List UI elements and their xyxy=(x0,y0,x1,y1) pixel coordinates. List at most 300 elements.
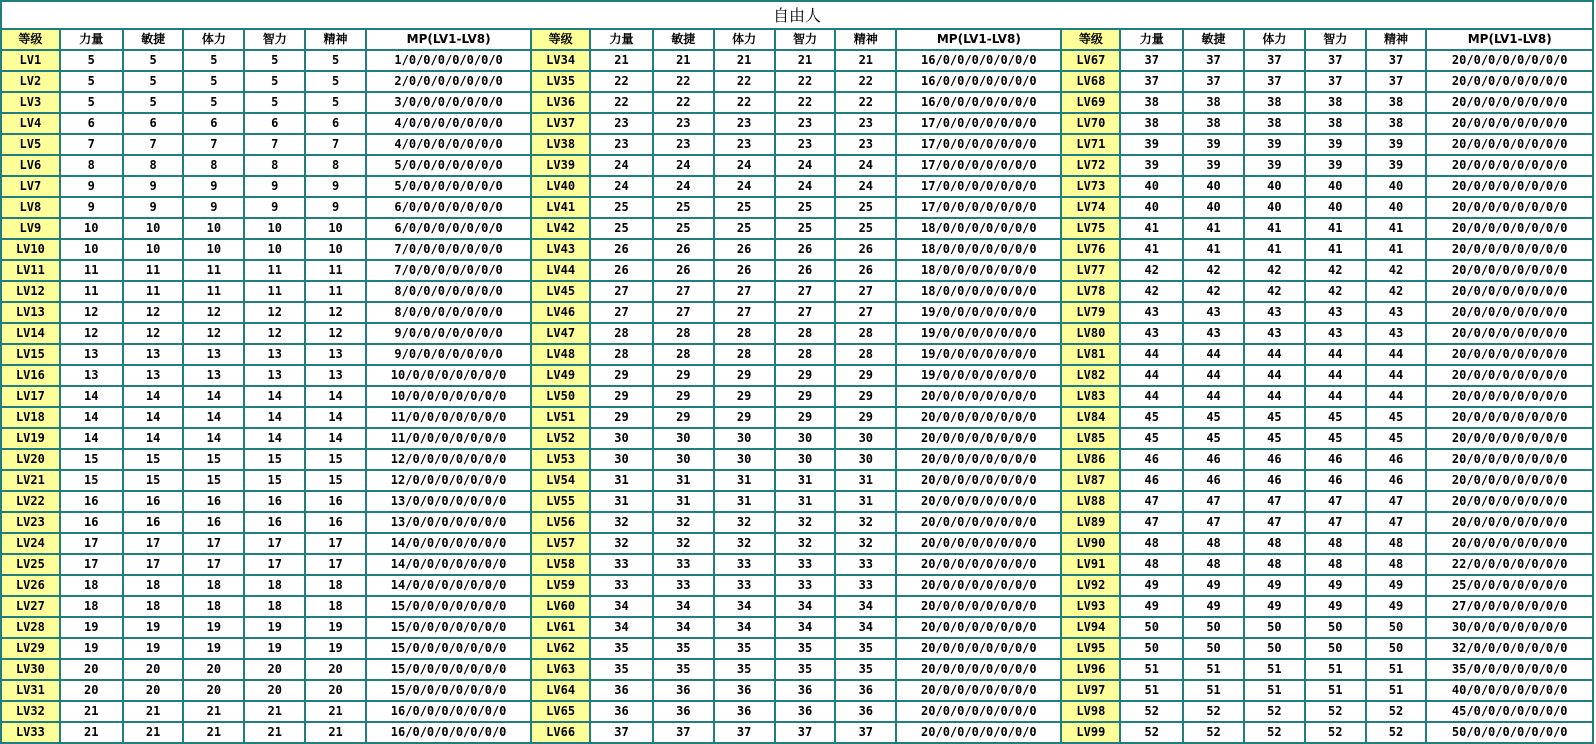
spirit-cell: 51 xyxy=(1366,680,1427,701)
intelligence-cell: 43 xyxy=(1305,323,1366,344)
stamina-cell: 36 xyxy=(714,680,775,701)
stamina-cell: 47 xyxy=(1244,512,1305,533)
mp-cell: 14/0/0/0/0/0/0/0 xyxy=(366,533,531,554)
mp-cell: 20/0/0/0/0/0/0/0 xyxy=(896,407,1061,428)
agility-cell: 10 xyxy=(123,218,184,239)
strength-cell: 19 xyxy=(60,638,123,659)
intelligence-cell: 28 xyxy=(775,323,836,344)
mp-cell: 20/0/0/0/0/0/0/0 xyxy=(896,428,1061,449)
level-cell: LV29 xyxy=(1,638,60,659)
stamina-cell: 26 xyxy=(714,260,775,281)
header-stamina: 体力 xyxy=(183,29,244,50)
level-cell: LV25 xyxy=(1,554,60,575)
level-cell: LV87 xyxy=(1061,470,1120,491)
level-cell: LV88 xyxy=(1061,491,1120,512)
mp-cell: 6/0/0/0/0/0/0/0 xyxy=(366,197,531,218)
spirit-cell: 50 xyxy=(1366,638,1427,659)
strength-cell: 50 xyxy=(1120,617,1183,638)
stamina-cell: 13 xyxy=(183,365,244,386)
table-row xyxy=(1,50,1593,71)
intelligence-cell: 44 xyxy=(1305,365,1366,386)
level-cell: LV7 xyxy=(1,176,60,197)
stamina-cell: 43 xyxy=(1244,323,1305,344)
level-cell: LV69 xyxy=(1061,92,1120,113)
strength-cell: 17 xyxy=(60,533,123,554)
stamina-cell: 46 xyxy=(1244,470,1305,491)
strength-cell: 21 xyxy=(60,722,123,743)
strength-cell: 35 xyxy=(590,638,653,659)
strength-cell: 21 xyxy=(60,701,123,722)
strength-cell: 39 xyxy=(1120,155,1183,176)
strength-cell: 49 xyxy=(1120,575,1183,596)
header-mp: MP(LV1-LV8) xyxy=(366,29,531,50)
intelligence-cell: 50 xyxy=(1305,617,1366,638)
spirit-cell: 17 xyxy=(305,554,366,575)
spirit-cell: 12 xyxy=(305,302,366,323)
strength-cell: 45 xyxy=(1120,407,1183,428)
strength-cell: 48 xyxy=(1120,554,1183,575)
intelligence-cell: 37 xyxy=(1305,50,1366,71)
strength-cell: 50 xyxy=(1120,638,1183,659)
stamina-cell: 5 xyxy=(183,50,244,71)
stamina-cell: 37 xyxy=(1244,50,1305,71)
strength-cell: 5 xyxy=(60,50,123,71)
level-cell: LV32 xyxy=(1,701,60,722)
strength-cell: 6 xyxy=(60,113,123,134)
agility-cell: 5 xyxy=(123,71,184,92)
agility-cell: 14 xyxy=(123,386,184,407)
mp-cell: 14/0/0/0/0/0/0/0 xyxy=(366,554,531,575)
spirit-cell: 41 xyxy=(1366,218,1427,239)
header-stamina: 体力 xyxy=(1244,29,1305,50)
level-cell: LV14 xyxy=(1,323,60,344)
strength-cell: 48 xyxy=(1120,533,1183,554)
table-row xyxy=(1,281,1593,302)
mp-cell: 18/0/0/0/0/0/0/0 xyxy=(896,239,1061,260)
agility-cell: 23 xyxy=(653,113,714,134)
table-row xyxy=(1,302,1593,323)
intelligence-cell: 46 xyxy=(1305,470,1366,491)
level-cell: LV43 xyxy=(531,239,590,260)
agility-cell: 30 xyxy=(653,428,714,449)
intelligence-cell: 46 xyxy=(1305,449,1366,470)
mp-cell: 15/0/0/0/0/0/0/0 xyxy=(366,680,531,701)
mp-cell: 11/0/0/0/0/0/0/0 xyxy=(366,428,531,449)
header-spirit: 精神 xyxy=(835,29,896,50)
strength-cell: 9 xyxy=(60,176,123,197)
mp-cell: 18/0/0/0/0/0/0/0 xyxy=(896,281,1061,302)
stamina-cell: 29 xyxy=(714,386,775,407)
agility-cell: 33 xyxy=(653,575,714,596)
strength-cell: 41 xyxy=(1120,239,1183,260)
stamina-cell: 45 xyxy=(1244,428,1305,449)
intelligence-cell: 15 xyxy=(244,470,305,491)
mp-cell: 20/0/0/0/0/0/0/0 xyxy=(1426,449,1593,470)
agility-cell: 36 xyxy=(653,680,714,701)
intelligence-cell: 40 xyxy=(1305,197,1366,218)
stamina-cell: 44 xyxy=(1244,386,1305,407)
mp-cell: 32/0/0/0/0/0/0/0 xyxy=(1426,638,1593,659)
mp-cell: 8/0/0/0/0/0/0/0 xyxy=(366,281,531,302)
intelligence-cell: 5 xyxy=(244,71,305,92)
mp-cell: 4/0/0/0/0/0/0/0 xyxy=(366,134,531,155)
spirit-cell: 33 xyxy=(835,575,896,596)
spirit-cell: 38 xyxy=(1366,113,1427,134)
agility-cell: 11 xyxy=(123,281,184,302)
strength-cell: 36 xyxy=(590,701,653,722)
mp-cell: 16/0/0/0/0/0/0/0 xyxy=(366,701,531,722)
spirit-cell: 39 xyxy=(1366,155,1427,176)
stamina-cell: 24 xyxy=(714,176,775,197)
spirit-cell: 17 xyxy=(305,533,366,554)
stamina-cell: 18 xyxy=(183,596,244,617)
spirit-cell: 10 xyxy=(305,239,366,260)
table-row xyxy=(1,638,1593,659)
agility-cell: 14 xyxy=(123,407,184,428)
mp-cell: 40/0/0/0/0/0/0/0 xyxy=(1426,680,1593,701)
table-row xyxy=(1,260,1593,281)
header-agility: 敏捷 xyxy=(1183,29,1244,50)
spirit-cell: 52 xyxy=(1366,701,1427,722)
strength-cell: 44 xyxy=(1120,365,1183,386)
agility-cell: 40 xyxy=(1183,176,1244,197)
agility-cell: 26 xyxy=(653,260,714,281)
mp-cell: 11/0/0/0/0/0/0/0 xyxy=(366,407,531,428)
agility-cell: 9 xyxy=(123,176,184,197)
spirit-cell: 40 xyxy=(1366,197,1427,218)
strength-cell: 5 xyxy=(60,92,123,113)
level-cell: LV54 xyxy=(531,470,590,491)
intelligence-cell: 18 xyxy=(244,596,305,617)
level-cell: LV27 xyxy=(1,596,60,617)
intelligence-cell: 47 xyxy=(1305,512,1366,533)
stamina-cell: 32 xyxy=(714,533,775,554)
level-cell: LV55 xyxy=(531,491,590,512)
spirit-cell: 23 xyxy=(835,113,896,134)
header-level: 等级 xyxy=(531,29,590,50)
table-row xyxy=(1,134,1593,155)
agility-cell: 37 xyxy=(1183,71,1244,92)
strength-cell: 45 xyxy=(1120,428,1183,449)
header-stamina: 体力 xyxy=(714,29,775,50)
spirit-cell: 22 xyxy=(835,71,896,92)
level-cell: LV90 xyxy=(1061,533,1120,554)
strength-cell: 5 xyxy=(60,71,123,92)
stamina-cell: 16 xyxy=(183,491,244,512)
level-cell: LV13 xyxy=(1,302,60,323)
spirit-cell: 19 xyxy=(305,638,366,659)
level-cell: LV97 xyxy=(1061,680,1120,701)
spirit-cell: 11 xyxy=(305,260,366,281)
agility-cell: 18 xyxy=(123,596,184,617)
level-cell: LV73 xyxy=(1061,176,1120,197)
table-row xyxy=(1,428,1593,449)
title-row xyxy=(1,1,1593,29)
table-title: 自由人 xyxy=(1,1,1593,29)
strength-cell: 18 xyxy=(60,596,123,617)
stamina-cell: 12 xyxy=(183,302,244,323)
strength-cell: 47 xyxy=(1120,512,1183,533)
intelligence-cell: 21 xyxy=(244,722,305,743)
spirit-cell: 35 xyxy=(835,638,896,659)
stamina-cell: 52 xyxy=(1244,701,1305,722)
spirit-cell: 31 xyxy=(835,491,896,512)
stamina-cell: 33 xyxy=(714,575,775,596)
mp-cell: 20/0/0/0/0/0/0/0 xyxy=(1426,134,1593,155)
strength-cell: 30 xyxy=(590,449,653,470)
intelligence-cell: 22 xyxy=(775,71,836,92)
level-cell: LV2 xyxy=(1,71,60,92)
spirit-cell: 34 xyxy=(835,617,896,638)
stamina-cell: 34 xyxy=(714,596,775,617)
stamina-cell: 38 xyxy=(1244,92,1305,113)
agility-cell: 39 xyxy=(1183,134,1244,155)
stamina-cell: 5 xyxy=(183,92,244,113)
spirit-cell: 21 xyxy=(305,701,366,722)
strength-cell: 22 xyxy=(590,71,653,92)
spirit-cell: 37 xyxy=(1366,50,1427,71)
spirit-cell: 14 xyxy=(305,386,366,407)
intelligence-cell: 34 xyxy=(775,617,836,638)
agility-cell: 38 xyxy=(1183,92,1244,113)
intelligence-cell: 30 xyxy=(775,428,836,449)
agility-cell: 21 xyxy=(653,50,714,71)
spirit-cell: 44 xyxy=(1366,386,1427,407)
intelligence-cell: 13 xyxy=(244,365,305,386)
mp-cell: 20/0/0/0/0/0/0/0 xyxy=(1426,407,1593,428)
strength-cell: 15 xyxy=(60,449,123,470)
intelligence-cell: 45 xyxy=(1305,428,1366,449)
spirit-cell: 15 xyxy=(305,449,366,470)
strength-cell: 15 xyxy=(60,470,123,491)
intelligence-cell: 29 xyxy=(775,386,836,407)
mp-cell: 20/0/0/0/0/0/0/0 xyxy=(1426,386,1593,407)
intelligence-cell: 10 xyxy=(244,239,305,260)
agility-cell: 5 xyxy=(123,50,184,71)
intelligence-cell: 16 xyxy=(244,512,305,533)
mp-cell: 20/0/0/0/0/0/0/0 xyxy=(1426,470,1593,491)
stamina-cell: 21 xyxy=(183,701,244,722)
mp-cell: 4/0/0/0/0/0/0/0 xyxy=(366,113,531,134)
spirit-cell: 30 xyxy=(835,428,896,449)
table-row xyxy=(1,449,1593,470)
spirit-cell: 13 xyxy=(305,365,366,386)
agility-cell: 45 xyxy=(1183,407,1244,428)
strength-cell: 24 xyxy=(590,155,653,176)
strength-cell: 8 xyxy=(60,155,123,176)
stamina-cell: 43 xyxy=(1244,302,1305,323)
strength-cell: 13 xyxy=(60,365,123,386)
intelligence-cell: 44 xyxy=(1305,344,1366,365)
strength-cell: 46 xyxy=(1120,470,1183,491)
agility-cell: 15 xyxy=(123,470,184,491)
strength-cell: 36 xyxy=(590,680,653,701)
agility-cell: 52 xyxy=(1183,701,1244,722)
stamina-cell: 13 xyxy=(183,344,244,365)
intelligence-cell: 33 xyxy=(775,554,836,575)
strength-cell: 31 xyxy=(590,470,653,491)
agility-cell: 41 xyxy=(1183,239,1244,260)
intelligence-cell: 48 xyxy=(1305,533,1366,554)
strength-cell: 26 xyxy=(590,239,653,260)
level-cell: LV5 xyxy=(1,134,60,155)
stamina-cell: 37 xyxy=(714,722,775,743)
stamina-cell: 17 xyxy=(183,554,244,575)
spirit-cell: 26 xyxy=(835,260,896,281)
table-row xyxy=(1,218,1593,239)
level-cell: LV50 xyxy=(531,386,590,407)
level-cell: LV78 xyxy=(1061,281,1120,302)
level-cell: LV3 xyxy=(1,92,60,113)
mp-cell: 9/0/0/0/0/0/0/0 xyxy=(366,323,531,344)
agility-cell: 48 xyxy=(1183,533,1244,554)
agility-cell: 29 xyxy=(653,407,714,428)
intelligence-cell: 14 xyxy=(244,407,305,428)
stamina-cell: 19 xyxy=(183,617,244,638)
intelligence-cell: 18 xyxy=(244,575,305,596)
agility-cell: 17 xyxy=(123,533,184,554)
agility-cell: 7 xyxy=(123,134,184,155)
level-cell: LV39 xyxy=(531,155,590,176)
intelligence-cell: 21 xyxy=(775,50,836,71)
agility-cell: 25 xyxy=(653,218,714,239)
spirit-cell: 38 xyxy=(1366,92,1427,113)
strength-cell: 12 xyxy=(60,302,123,323)
strength-cell: 42 xyxy=(1120,260,1183,281)
intelligence-cell: 11 xyxy=(244,281,305,302)
spirit-cell: 48 xyxy=(1366,554,1427,575)
stamina-cell: 40 xyxy=(1244,176,1305,197)
intelligence-cell: 12 xyxy=(244,323,305,344)
intelligence-cell: 6 xyxy=(244,113,305,134)
strength-cell: 46 xyxy=(1120,449,1183,470)
strength-cell: 10 xyxy=(60,218,123,239)
level-cell: LV33 xyxy=(1,722,60,743)
mp-cell: 15/0/0/0/0/0/0/0 xyxy=(366,596,531,617)
strength-cell: 31 xyxy=(590,491,653,512)
intelligence-cell: 50 xyxy=(1305,638,1366,659)
spirit-cell: 28 xyxy=(835,344,896,365)
level-cell: LV77 xyxy=(1061,260,1120,281)
stamina-cell: 47 xyxy=(1244,491,1305,512)
mp-cell: 20/0/0/0/0/0/0/0 xyxy=(896,575,1061,596)
level-cell: LV8 xyxy=(1,197,60,218)
strength-cell: 23 xyxy=(590,134,653,155)
agility-cell: 12 xyxy=(123,323,184,344)
agility-cell: 49 xyxy=(1183,596,1244,617)
stamina-cell: 36 xyxy=(714,701,775,722)
spirit-cell: 50 xyxy=(1366,617,1427,638)
level-cell: LV57 xyxy=(531,533,590,554)
agility-cell: 45 xyxy=(1183,428,1244,449)
mp-cell: 20/0/0/0/0/0/0/0 xyxy=(1426,239,1593,260)
mp-cell: 18/0/0/0/0/0/0/0 xyxy=(896,260,1061,281)
mp-cell: 16/0/0/0/0/0/0/0 xyxy=(896,92,1061,113)
header-strength: 力量 xyxy=(590,29,653,50)
level-cell: LV45 xyxy=(531,281,590,302)
stamina-cell: 46 xyxy=(1244,449,1305,470)
spirit-cell: 16 xyxy=(305,491,366,512)
level-cell: LV96 xyxy=(1061,659,1120,680)
stamina-cell: 29 xyxy=(714,407,775,428)
strength-cell: 52 xyxy=(1120,701,1183,722)
table-row xyxy=(1,617,1593,638)
level-cell: LV12 xyxy=(1,281,60,302)
strength-cell: 27 xyxy=(590,302,653,323)
spirit-cell: 42 xyxy=(1366,281,1427,302)
level-cell: LV28 xyxy=(1,617,60,638)
mp-cell: 10/0/0/0/0/0/0/0 xyxy=(366,386,531,407)
mp-cell: 20/0/0/0/0/0/0/0 xyxy=(1426,218,1593,239)
table-row xyxy=(1,659,1593,680)
strength-cell: 44 xyxy=(1120,386,1183,407)
spirit-cell: 36 xyxy=(835,680,896,701)
table-row xyxy=(1,323,1593,344)
mp-cell: 50/0/0/0/0/0/0/0 xyxy=(1426,722,1593,743)
spirit-cell: 43 xyxy=(1366,302,1427,323)
mp-cell: 12/0/0/0/0/0/0/0 xyxy=(366,449,531,470)
table-row xyxy=(1,386,1593,407)
intelligence-cell: 37 xyxy=(1305,71,1366,92)
intelligence-cell: 36 xyxy=(775,701,836,722)
stamina-cell: 22 xyxy=(714,71,775,92)
intelligence-cell: 19 xyxy=(244,638,305,659)
spirit-cell: 19 xyxy=(305,617,366,638)
agility-cell: 38 xyxy=(1183,113,1244,134)
intelligence-cell: 5 xyxy=(244,50,305,71)
agility-cell: 47 xyxy=(1183,491,1244,512)
table-row xyxy=(1,365,1593,386)
mp-cell: 14/0/0/0/0/0/0/0 xyxy=(366,575,531,596)
spirit-cell: 5 xyxy=(305,92,366,113)
intelligence-cell: 19 xyxy=(244,617,305,638)
strength-cell: 37 xyxy=(1120,50,1183,71)
spirit-cell: 29 xyxy=(835,386,896,407)
stamina-cell: 15 xyxy=(183,449,244,470)
strength-cell: 39 xyxy=(1120,134,1183,155)
strength-cell: 40 xyxy=(1120,176,1183,197)
agility-cell: 15 xyxy=(123,449,184,470)
strength-cell: 11 xyxy=(60,281,123,302)
intelligence-cell: 49 xyxy=(1305,596,1366,617)
level-cell: LV60 xyxy=(531,596,590,617)
strength-cell: 18 xyxy=(60,575,123,596)
stamina-cell: 6 xyxy=(183,113,244,134)
spirit-cell: 26 xyxy=(835,239,896,260)
spirit-cell: 30 xyxy=(835,449,896,470)
agility-cell: 33 xyxy=(653,554,714,575)
agility-cell: 27 xyxy=(653,302,714,323)
stamina-cell: 33 xyxy=(714,554,775,575)
spirit-cell: 13 xyxy=(305,344,366,365)
level-cell: LV35 xyxy=(531,71,590,92)
spirit-cell: 9 xyxy=(305,176,366,197)
level-cell: LV99 xyxy=(1061,722,1120,743)
intelligence-cell: 32 xyxy=(775,512,836,533)
agility-cell: 6 xyxy=(123,113,184,134)
spirit-cell: 15 xyxy=(305,470,366,491)
spirit-cell: 39 xyxy=(1366,134,1427,155)
strength-cell: 29 xyxy=(590,407,653,428)
intelligence-cell: 37 xyxy=(775,722,836,743)
agility-cell: 20 xyxy=(123,659,184,680)
mp-cell: 20/0/0/0/0/0/0/0 xyxy=(1426,365,1593,386)
level-cell: LV92 xyxy=(1061,575,1120,596)
table-row xyxy=(1,512,1593,533)
table-row xyxy=(1,680,1593,701)
spirit-cell: 20 xyxy=(305,680,366,701)
table-row xyxy=(1,155,1593,176)
